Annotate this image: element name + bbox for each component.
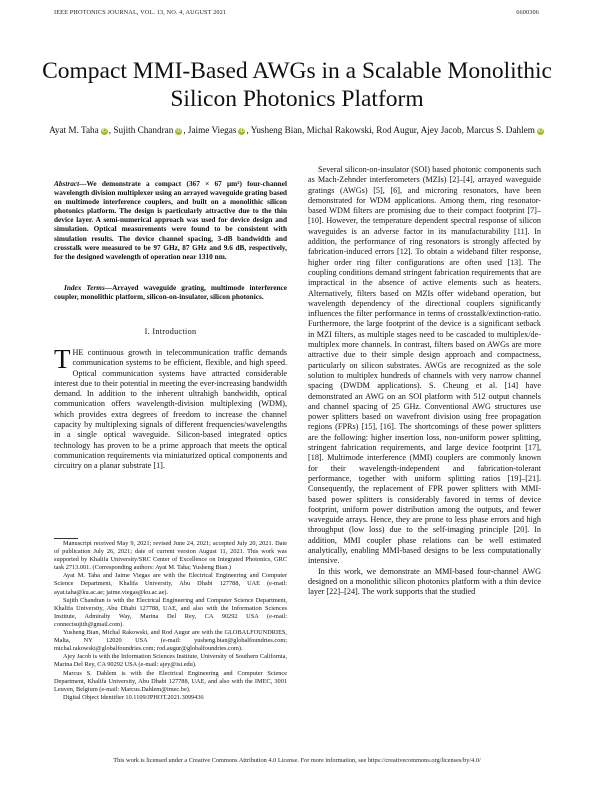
footnote-affiliation: Ajey Jacob is with the Information Sciences Institute, University of Southern California, Marina Del Rey, CA 90292 USA (e-mail: ajey@isi.edu). bbox=[54, 653, 287, 669]
author-list: Ayat M. Taha iD , Sujith Chandran iD , Jaime Viegas iD , Yusheng Bian, Michal Rakowski, Rod Augur, Ajey Jacob, Marcus S. Dahlem iD bbox=[49, 125, 544, 135]
orcid-icon[interactable]: iD bbox=[239, 128, 245, 134]
running-header-article-number: 6600306 bbox=[516, 9, 539, 16]
author-name: Yusheng Bian bbox=[250, 125, 302, 135]
abstract-label: Abstract bbox=[54, 179, 80, 188]
abstract-text: —We demonstrate a compact (367 × 67 μm²) four-channel wavelength division multiplexer using an arrayed waveguide grating based on multimode interference couplers, and built on a monolithic silicon photonics platform. The design is particularly attractive due to the thin device layer. A semi-numerical approach was used for device design and simulation. Optical measurements were found to be consistent with simulation results. The device channel spacing, 3-dB bandwidth and crosstalk were measured to be 97 GHz, 87 GHz and 9.6 dB, respectively, for the designed wavelength of operation near 1310 nm. bbox=[54, 179, 287, 261]
section-heading-introduction: I. Introduction bbox=[144, 327, 197, 336]
orcid-icon[interactable]: iD bbox=[101, 128, 107, 134]
author-name: Ayat M. Taha bbox=[49, 125, 99, 135]
footnote-affiliation: Sujith Chandran is with the Electrical Engineering and Computer Science Department, Khalifa University, Abu Dhabi 127788, UAE, and also with the Information Sciences Institute, Admiralty Way, Marina Del Rey, CA 90292 USA (e-mail: connectsujith@gmail.com). bbox=[54, 596, 287, 628]
footnote-rule bbox=[54, 538, 78, 539]
right-column-body bbox=[308, 165, 541, 597]
author-name: Marcus S. Dahlem bbox=[466, 125, 535, 135]
author-name: Rod Augur bbox=[376, 125, 417, 135]
running-header-journal: IEEE PHOTONICS JOURNAL, VOL. 13, NO. 4, AUGUST 2021 bbox=[54, 9, 227, 16]
license-footer: This work is licensed under a Creative Commons Attribution 4.0 License. For more information, see https://creativecommons.org/licenses/by/4.0/ bbox=[113, 757, 481, 764]
index-terms bbox=[54, 283, 287, 301]
orcid-icon[interactable]: iD bbox=[176, 128, 182, 134]
footnotes bbox=[54, 540, 287, 702]
body-paragraph: In this work, we demonstrate an MMI-based four-channel AWG designed on a monolithic silicon photonics platform with a thin device layer [22]–[24]. The work supports that the studied bbox=[308, 566, 541, 597]
introduction-text: HE continuous growth in telecommunication traffic demands communication systems to be efficient, flexible, and high speed. Optical communication systems have attracted considerable interest due to their potential in meeting the ever-increasing bandwidth demand. In addition to the inherent ultrahigh bandwidth, optical communication offers wavelength-division multiplexing (WDM), which provides extra degrees of freedom to increase the channel capacity by multiplexing signals of different frequencies/wavelengths in a single optical waveguide. Silicon-based integrated optics technology has proven to be a prime approach that meets the optical communication requirements via miniaturized optical components and circuitry on a planar substrate [1]. bbox=[54, 348, 287, 471]
author-name: Jaime Viegas bbox=[187, 125, 237, 135]
footnote-affiliation: Ayat M. Taha and Jaime Viegas are with the Electrical Engineering and Computer Science Department, Khalifa University, Abu Dhabi 127788, UAE (e-mail: ayat.taha@ku.ac.ae; jaime.viegas@ku.ac.ae). bbox=[54, 572, 287, 596]
footnote-affiliation: Marcus S. Dahlem is with the Electrical Engineering and Computer Science Department, Khalifa University, Abu Dhabi 127788, UAE, and also with the IMEC, 3001 Leuven, Belgium (e-mail: Marcus.Dahlem@imec.be). bbox=[54, 669, 287, 693]
orcid-icon[interactable]: iD bbox=[537, 128, 544, 134]
footnote-doi: Digital Object Identifier 10.1109/JPHOT.2021.3099436 bbox=[63, 693, 204, 701]
author-name: Ajey Jacob bbox=[420, 125, 462, 135]
abstract bbox=[54, 179, 287, 261]
author-name: Michal Rakowski bbox=[306, 125, 372, 135]
body-paragraph: Several silicon-on-insulator (SOI) based photonic components such as Mach-Zehnder interferometers (MZIs) [2]–[4], arrayed waveguide gratings (AWGs) [5], [6], and microring resonators, have been demonstrated for WDM applications. Among them, ring resonator-based WDM filters are promising due to their compact footprint [7]–[10]. However, the temperature dependent spectral response of silicon waveguides is an adverse factor in its manufacturability [11]. In addition, the performance of ring resonators is strongly affected by fabrication-induced errors [12]. To obtain a wideband filter response, higher order ring filter configurations are often used [13]. The coupling conditions demand stringent fabrication requirements that are impractical in the absence of active elements such as heaters. Alternatively, filters based on MZIs offer wideband operation, but wavelength dependency of the directional couplers significantly influences the filter performance in terms of crosstalk/extinction-ratio. Furthermore, the large footprint of the device is a significant setback in MZI filters, as multiple stages need to be cascaded to multiplex/de-multiplex more channels. In contrast, filters based on AWGs are more attractive due to their simple design approach and compactness, particularly on silicon substrates. AWGs are recognized as the sole solution to multiplex hundreds of channels with very narrow channel spacing (DWDM applications). S. Cheung et al. [14] have demonstrated an AWG on an SOI platform with 512 output channels and channel spacing of 25 GHz. Conventional AWG structures use power splitters based on wavefront division using free propagation regions (FPRs) [15], [16]. The shortcomings of these power splitters are the following: higher insertion loss, non-uniform power splitting, stringent fabrication requirements, and large device footprint [17], [18]. Multimode interference (MMI) couplers are commonly known for their wavelength-independent and fabrication-tolerant performance, together with uniform splitting ratios [19]–[21]. Consequently, the replacement of FPR power splitters with MMI-based power splitters is considerably favored in terms of device footprint, uniform power distribution among the outputs, and fewer waveguide arrays. Hence, they are prone to less phase errors and high throughput (low loss) due to the self-imaging principle [20]. In addition, MMI coupler phase relations can be well estimated analytically, enabling MMI-based designs to be less computationally intensive. bbox=[308, 165, 541, 566]
introduction-paragraph bbox=[54, 344, 287, 472]
index-terms-label: Index Terms bbox=[64, 283, 105, 292]
drop-cap: T bbox=[54, 344, 71, 374]
index-terms-text: —Arrayed waveguide grating, multimode interference coupler, monolithic platform, silicon-on-insulator, silicon photonics. bbox=[54, 283, 288, 302]
author-name: Sujith Chandran bbox=[113, 125, 174, 135]
paper-title: Compact MMI-Based AWGs in a Scalable Monolithic Silicon Photonics Platform bbox=[42, 58, 552, 112]
footnote-received: Manuscript received May 9, 2021; revised June 24, 2021; accepted July 20, 2021. Date of publication July 26, 2021; date of current version August 11, 2021. This work was supported by Khalifa University/SRC Center of Excellence on Integrated Photonics, GRC task 2713.001. (Corresponding authors: Ayat M. Taha; Yusheng Bian.) bbox=[54, 540, 287, 572]
footnote-affiliation: Yusheng Bian, Michal Rakowski, and Rod Augur are with the GLOBALFOUNDRIES, Malta, NY 12020 USA (e-mail: yusheng.bian@globalfoundries.com; michal.rakowski@globalfoundries.com; rod.augur@globalfoundries.com). bbox=[54, 629, 287, 653]
